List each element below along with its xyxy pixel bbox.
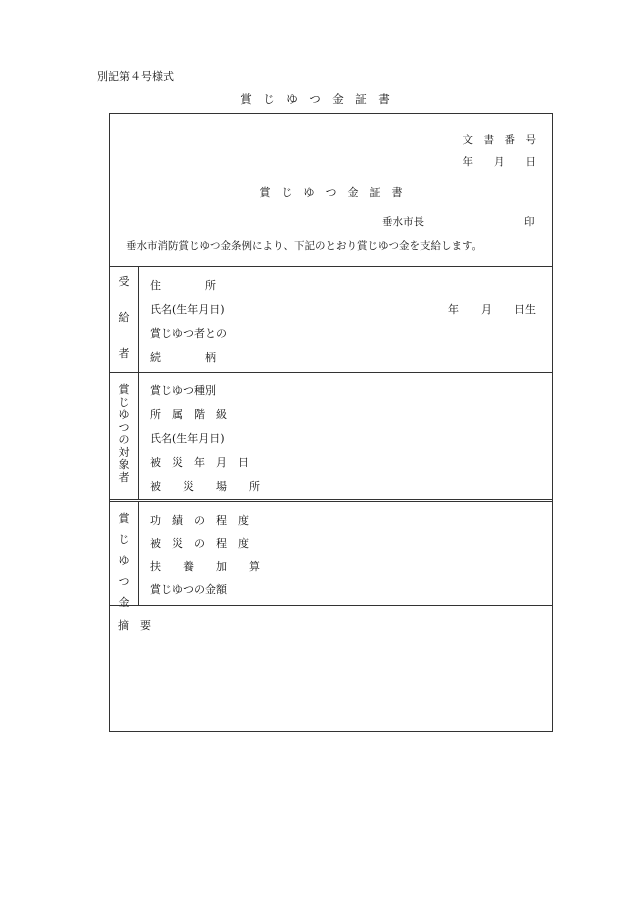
- seal-mark: 印: [524, 216, 535, 228]
- certificate-title: 賞 じ ゆ つ 金 証 書: [259, 186, 403, 199]
- merit-degree-label: 功 績 の 程 度: [150, 514, 249, 527]
- subject-label-char: じ: [118, 395, 130, 409]
- incident-date-label: 被 災 年 月 日: [150, 456, 249, 469]
- subject-label-char: つ: [118, 420, 130, 434]
- money-label-char: つ: [118, 575, 130, 588]
- injury-degree-label: 被 災 の 程 度: [150, 537, 249, 550]
- column-divider: [138, 266, 139, 372]
- subject-label-char: 賞: [118, 383, 130, 396]
- intro-text: 垂水市消防賞じゆつ金条例により、下記のとおり賞じゆつ金を支給します。: [126, 240, 483, 252]
- subject-label-char: 象: [118, 458, 130, 471]
- address-label: 住 所: [150, 279, 216, 292]
- relationship-label-2: 続 柄: [150, 351, 216, 364]
- issue-date-label: 年 月 日: [462, 156, 536, 168]
- subject-group-label: [110, 384, 138, 484]
- document-title: 賞 じ ゆ つ 金 証 書: [240, 92, 390, 106]
- divider: [110, 372, 552, 373]
- subject-label-char: 者: [118, 470, 130, 484]
- name-birthdate-label: 氏名(生年月日): [150, 303, 225, 316]
- subject-label-char: ゆ: [118, 408, 130, 421]
- column-divider: [138, 502, 139, 605]
- affiliation-rank-label: 所 属 階 級: [150, 408, 227, 421]
- form-number-label: 別記第４号様式: [97, 70, 174, 83]
- subject-name-label: 氏名(生年月日): [150, 432, 225, 445]
- award-amount-label: 賞じゆつの金額: [150, 583, 227, 596]
- subject-label-char: の: [118, 433, 130, 446]
- relationship-label: 賞じゆつ者との: [150, 327, 227, 340]
- money-label-char: ゆ: [118, 554, 130, 567]
- subject-label-char: 対: [118, 445, 130, 459]
- mayor-label: 垂水市長: [382, 216, 424, 228]
- dependent-addition-label: 扶 養 加 算: [150, 560, 260, 573]
- certificate-frame: [109, 113, 553, 732]
- document-number-label: 文 書 番 号: [462, 134, 536, 146]
- column-divider: [138, 372, 139, 500]
- recipient-group-label-2: 給: [118, 311, 130, 324]
- birthdate-suffix: 年 月 日生: [448, 303, 536, 316]
- incident-location-label: 被 災 場 所: [150, 480, 260, 493]
- money-label-char: じ: [118, 533, 130, 546]
- award-type-label: 賞じゆつ種別: [150, 384, 216, 397]
- divider: [110, 605, 552, 606]
- remarks-label: 摘 要: [118, 619, 151, 632]
- recipient-group-label-1: 受: [118, 275, 130, 288]
- divider: [110, 266, 552, 267]
- money-label-char: 金: [118, 596, 130, 609]
- recipient-group-label-3: 者: [118, 347, 130, 360]
- money-label-char: 賞: [118, 512, 130, 525]
- double-divider: [110, 499, 552, 502]
